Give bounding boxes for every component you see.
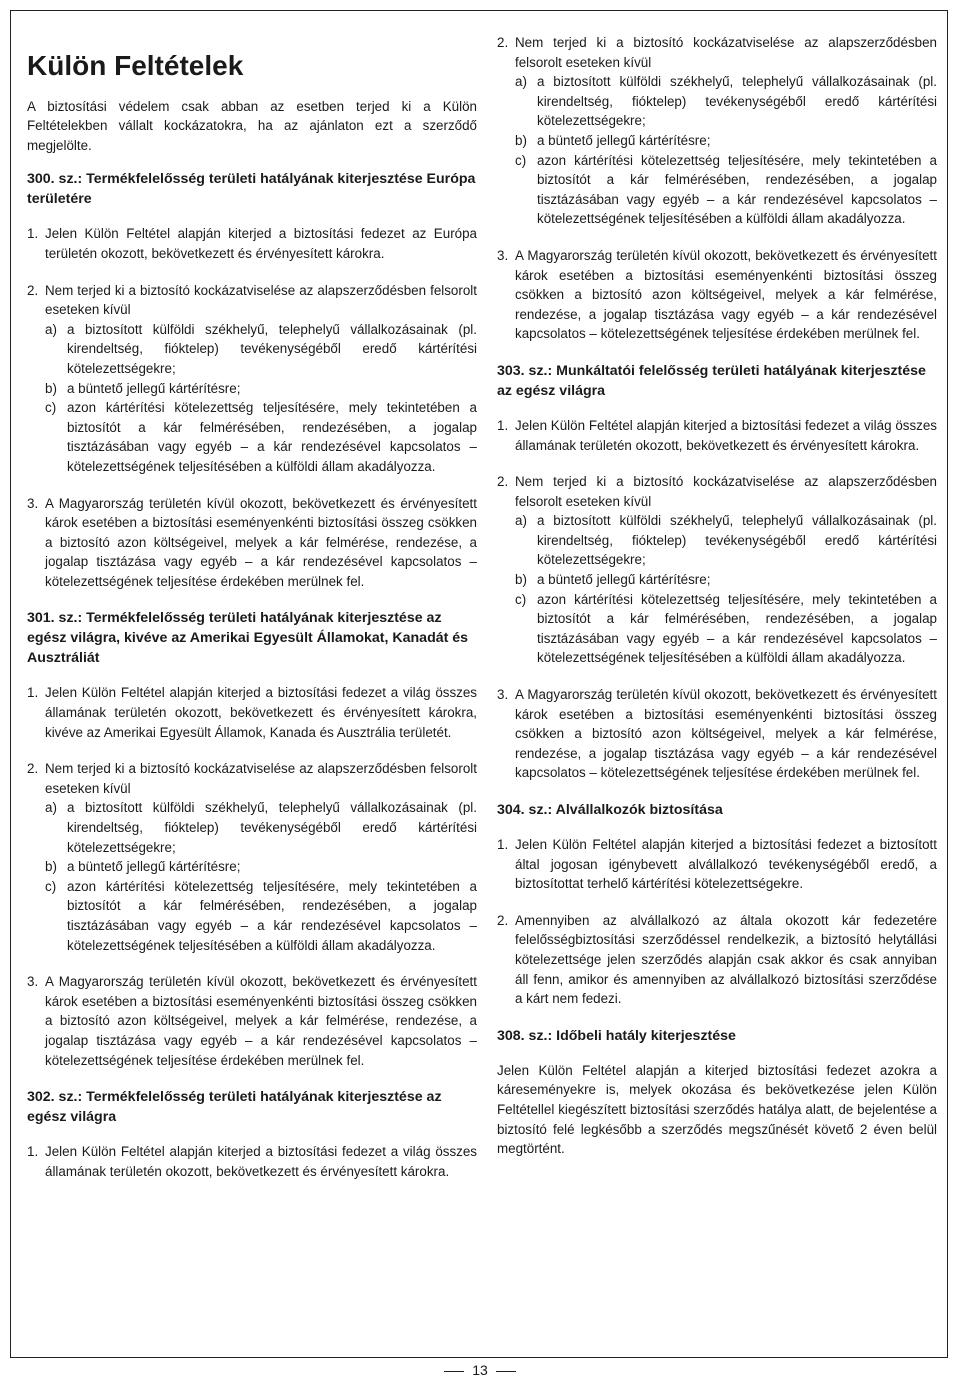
sub-item [515, 570, 937, 590]
section-304 [497, 800, 937, 1009]
list-item [497, 685, 937, 783]
sub-item [45, 877, 477, 955]
sub-item [45, 379, 477, 399]
sub-text: azon kártérítési kötelezettség teljesítésére, mely tekintetében a biztosítót a kár felmérésében, rendezésében, a jogalap tisztázásában vagy egyéb – a kár rendezésével kapcsolatos – kötelezettségének teljesítésében a külföldi állam akadályozza. [537, 152, 937, 227]
list-item [497, 911, 937, 1009]
item-number: 2. [27, 282, 39, 298]
item-number: 1. [27, 685, 39, 701]
footer-rule-right [496, 1371, 516, 1372]
list-item [497, 416, 937, 455]
sub-item [515, 151, 937, 229]
sub-label: a) [45, 321, 57, 337]
sub-label: c) [45, 400, 57, 416]
item-number: 2. [497, 912, 509, 928]
item-text: Nem terjed ki a biztosító kockázatviselése az alapszerződésben felsorolt eseteken kívül [515, 474, 937, 509]
sub-text: a büntető jellegű kártérítésre; [67, 380, 241, 396]
sub-item [45, 798, 477, 857]
page-frame [10, 10, 948, 1358]
sub-item [45, 398, 477, 476]
item-text: A Magyarország területén kívül okozott, bekövetkezett és érvényesített károk esetében a biztosítási eseményenkénti biztosítási összeg csökken a biztosító azon költségeivel, melyek a kár felmérése, rendezése, a jogalap tisztázása vagy egyéb – a kár rendezésével kapcsolatos – kötelezettségének teljesítése érdekében merülnek fel. [515, 247, 937, 342]
sub-text: a biztosított külföldi székhelyű, telephelyű vállalkozásainak (pl. kirendeltség, fióktelep) tevékenységéből eredő kártérítési kötelezettségekre; [537, 74, 937, 129]
sub-label: a) [515, 74, 527, 90]
sub-text: a büntető jellegű kártérítésre; [537, 572, 711, 588]
sub-item [45, 857, 477, 877]
item-text: Nem terjed ki a biztosító kockázatviselése az alapszerződésben felsorolt eseteken kívül [45, 282, 477, 318]
sub-item [515, 511, 937, 570]
sub-label: a) [45, 800, 57, 816]
sub-item [515, 590, 937, 668]
item-text: A Magyarország területén kívül okozott, bekövetkezett és érvényesített károk esetében a biztosítási eseményenkénti biztosítási összeg csökken a biztosító azon költségeivel, melyek a kár felmérése, rendezése, a jogalap tisztázása vagy egyéb – a kár rendezésével kapcsolatos – kötelezettségének teljesítése érdekében merülnek fel. [515, 687, 937, 781]
item-text: Amennyiben az alvállalkozó az általa okozott kár fedezetére felelősségbiztosítási szerződéssel rendelkezik, a biztosító helytállási kötelezettsége jelen szerződés alapján csak akkor és csak annyiban áll fenn, amikor és amennyiben az alvállalkozó biztosítási szerződése a kárt nem fedezi. [515, 912, 937, 1007]
list-item [497, 835, 937, 894]
section-text: Jelen Külön Feltétel alapján a kiterjed biztosítási fedezet azokra a káreseményekre is, melyek okozása és bekövetkezése jelen Külön Feltétellel kiegészített biztosítási szerződés hatálya alatt, de bejelentése a biztosító felé legkésőbb a szerződés megszűnését követő 2 éven belül megtörtént. [497, 1062, 937, 1157]
section-300 [27, 169, 477, 591]
section-303 [497, 361, 937, 783]
item-text: Jelen Külön Feltétel alapján kiterjed a biztosítási fedezet a világ összes államának területén okozott, bekövetkezett és érvényesített károkra, kivéve az Amerikai Egyesült Államok, Kanada és Ausztrália területét. [45, 685, 477, 740]
list-item [27, 281, 477, 477]
section-302 [27, 1087, 477, 1181]
section-heading: 304. sz.: Alvállalkozók biztosítása [497, 802, 723, 818]
list-item [27, 683, 477, 742]
sub-item [515, 131, 937, 151]
sub-label: b) [45, 859, 57, 875]
item-text: Nem terjed ki a biztosító kockázatviselése az alapszerződésben felsorolt eseteken kívül [45, 761, 477, 796]
section-308 [497, 1026, 937, 1159]
sub-label: b) [515, 572, 527, 588]
sub-text: a biztosított külföldi székhelyű, telephelyű vállalkozásainak (pl. kirendeltség, fióktelep) tevékenységéből eredő kártérítési kötelezettségekre; [67, 800, 477, 855]
sub-item [45, 320, 477, 379]
item-number: 2. [497, 35, 509, 50]
item-number: 2. [27, 761, 39, 777]
item-text: A Magyarország területén kívül okozott, bekövetkezett és érvényesített károk esetében a biztosítási eseményenkénti biztosítási összeg csökken a biztosító azon költségeivel, melyek a kár felmérése, rendezése, a jogalap tisztázása vagy egyéb – a kár rendezésével kapcsolatos – kötelezettségének teljesítése érdekében merülnek fel. [45, 974, 477, 1068]
footer-rule-left [444, 1371, 464, 1372]
sub-text: azon kártérítési kötelezettség teljesítésére, mely tekintetében a biztosítót a kár felmérésében, rendezésében, a jogalap tisztázásában vagy egyéb – a kár rendezésével kapcsolatos – kötelezettségének teljesítésében a külföldi állam akadályozza. [537, 591, 937, 666]
section-heading: 308. sz.: Időbeli hatály kiterjesztése [497, 1027, 736, 1044]
section-heading: 301. sz.: Termékfelelősség területi hatályának kiterjesztése az egész világra, kivéve az Amerikai Egyesült Államokat, Kanadát és Ausztráliát [27, 610, 469, 667]
item-number: 1. [27, 1144, 39, 1160]
item-number: 3. [27, 974, 39, 990]
item-number: 1. [497, 417, 509, 433]
page-footer [0, 1362, 960, 1378]
list-item [27, 494, 477, 592]
sub-text: azon kártérítési kötelezettség teljesítésére, mely tekintetében a biztosítót a kár felmérésében, rendezésében, a jogalap tisztázásában vagy egyéb – a kár rendezésével kapcsolatos – kötelezettségének teljesítésében a külföldi állam akadályozza. [67, 878, 477, 953]
sub-label: c) [515, 591, 527, 607]
sub-text: a büntető jellegű kártérítésre; [67, 859, 241, 875]
right-column [497, 33, 937, 1159]
item-text: Nem terjed ki a biztosító kockázatviselése az alapszerződésben felsorolt eseteken kívül [515, 35, 937, 70]
item-number: 2. [497, 474, 509, 490]
sub-label: b) [45, 380, 57, 396]
item-text: Jelen Külön Feltétel alapján kiterjed a biztosítási fedezet a biztosított által jogosan igénybevett alvállalkozó tevékenységéből eredő, a biztosítottat terhelő kártérítési kötelezettségekre. [515, 837, 937, 892]
list-item [497, 33, 937, 229]
sub-label: b) [515, 132, 527, 148]
item-text: Jelen Külön Feltétel alapján kiterjed a biztosítási fedezet a világ összes államának területén okozott, bekövetkezett és érvényesített károkra. [45, 1144, 477, 1179]
section-heading: 303. sz.: Munkáltatói felelősség területi hatályának kiterjesztése az egész világra [497, 362, 926, 399]
sub-label: c) [515, 152, 527, 168]
section-heading: 300. sz.: Termékfelelősség területi hatályának kiterjesztése Európa területére [27, 171, 476, 208]
item-number: 1. [27, 226, 39, 242]
item-text: Jelen Külön Feltétel alapján kiterjed a biztosítási fedezet az Európa területén okozott, bekövetkezett és érvényesített károkra. [45, 226, 477, 261]
list-item [497, 246, 937, 344]
list-item [497, 472, 937, 668]
item-text: Jelen Külön Feltétel alapján kiterjed a biztosítási fedezet a világ összes államának területén okozott, bekövetkezett és érvényesített károkra. [515, 417, 937, 453]
sub-text: a büntető jellegű kártérítésre; [537, 132, 711, 148]
list-item [27, 1142, 477, 1181]
item-number: 3. [27, 495, 39, 511]
sub-text: azon kártérítési kötelezettség teljesítésére, mely tekintetében a biztosítót a kár felmérésében, rendezésében, a jogalap tisztázásában vagy egyéb – a kár rendezésével kapcsolatos – kötelezettségének teljesítésében a külföldi állam akadályozza. [67, 400, 477, 474]
item-text: A Magyarország területén kívül okozott, bekövetkezett és érvényesített károk esetében a biztosítási eseményenkénti biztosítási összeg csökken a biztosító azon költségeivel, melyek a kár felmérése, rendezése, a jogalap tisztázása vagy egyéb – a kár rendezésével kapcsolatos – kötelezettségének teljesítése érdekében merülnek fel. [45, 495, 477, 589]
list-item [27, 224, 477, 263]
item-number: 3. [497, 687, 509, 703]
sub-item [515, 72, 937, 131]
intro-paragraph: A biztosítási védelem csak abban az esetben terjed ki a Külön Feltételekben vállalt kockázatokra, ha az ajánlaton ezt a szerződő megjelölte. [27, 98, 477, 153]
list-item [27, 759, 477, 955]
sub-label: a) [515, 513, 527, 529]
left-column [27, 33, 477, 1198]
sub-label: c) [45, 878, 57, 894]
sub-text: a biztosított külföldi székhelyű, telephelyű vállalkozásainak (pl. kirendeltség, fióktelep) tevékenységéből eredő kártérítési kötelezettségekre; [67, 321, 477, 376]
item-number: 3. [497, 247, 509, 263]
page-title: Külön Feltételek [27, 50, 244, 81]
section-301 [27, 608, 477, 1070]
section-302-continued [497, 33, 937, 344]
sub-text: a biztosított külföldi székhelyű, telephelyű vállalkozásainak (pl. kirendeltség, fióktelep) tevékenységéből eredő kártérítési kötelezettségekre; [537, 513, 937, 568]
item-number: 1. [497, 837, 509, 852]
page-number: 13 [472, 1362, 488, 1378]
section-heading: 302. sz.: Termékfelelősség területi hatályának kiterjesztése az egész világra [27, 1089, 442, 1126]
list-item [27, 972, 477, 1070]
